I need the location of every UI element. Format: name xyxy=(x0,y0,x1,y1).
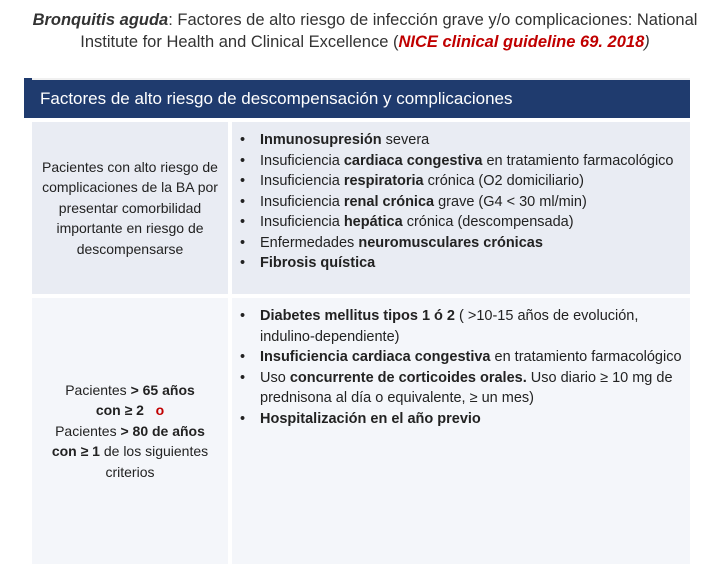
list-item xyxy=(238,212,686,233)
item-text: severa xyxy=(381,132,430,148)
table-row xyxy=(32,122,690,294)
item-text: Insuficiencia xyxy=(260,214,344,230)
row1-criteria-text: Pacientes con alto riesgo de complicaciones de la BA por presentar comorbilidad importante en riesgo de descompensarse xyxy=(42,158,218,257)
row2-or: o xyxy=(155,402,165,419)
item-text: cardiaca congestiva xyxy=(343,152,483,169)
item-text: concurrente de corticoides orales. xyxy=(289,369,527,386)
bullet-icon: • xyxy=(240,308,246,324)
list-item xyxy=(238,409,686,430)
row1-factor-list xyxy=(238,130,686,274)
item-text: Uso diario ≥ 10 mg de prednisona al día o equivalente, ≥ un mes) xyxy=(260,369,673,406)
title-guideline: NICE clinical guideline 69. 2018 xyxy=(398,33,645,51)
row2-criteria-text xyxy=(40,380,220,483)
bullet-icon: • xyxy=(240,214,246,230)
row2-l2b: con ≥ 2 xyxy=(95,402,144,419)
item-text: crónica (descompensada) xyxy=(402,214,574,230)
row2-l1b: > 65 años xyxy=(130,381,195,398)
list-item xyxy=(238,192,686,213)
row1-factors xyxy=(232,122,690,294)
title-topic: Bronquitis aguda xyxy=(32,11,169,29)
item-text: Hospitalización en el año previo xyxy=(260,410,481,427)
item-text: hepática xyxy=(343,214,403,230)
item-text: grave (G4 < 30 ml/min) xyxy=(434,193,587,210)
item-text: respiratoria xyxy=(343,173,424,189)
row2-l1: Pacientes xyxy=(65,381,131,398)
bullet-icon: • xyxy=(240,349,246,365)
title-close: ) xyxy=(644,33,650,51)
item-text: Insuficiencia cardiaca congestiva xyxy=(260,349,491,365)
page-title xyxy=(30,9,700,53)
table-row xyxy=(32,298,690,564)
list-item xyxy=(238,306,686,347)
row2-l3b: > 80 de años xyxy=(120,422,205,439)
bullet-icon: • xyxy=(240,410,246,427)
bullet-icon: • xyxy=(240,255,246,271)
item-text: Insuficiencia xyxy=(260,193,344,210)
bullet-icon: • xyxy=(240,234,246,251)
row2-l4: de los siguientes criterios xyxy=(99,443,209,480)
row2-factor-list xyxy=(238,306,686,429)
item-text: en tratamiento farmacológico xyxy=(482,152,674,169)
item-text: Enfermedades xyxy=(260,234,359,251)
bullet-icon: • xyxy=(240,132,246,148)
item-text: Uso xyxy=(260,369,290,386)
bullet-icon: • xyxy=(240,173,246,189)
item-text: Insuficiencia xyxy=(260,152,344,169)
row2-l4b: con ≥ 1 xyxy=(51,443,100,460)
list-item xyxy=(238,151,686,172)
row1-criteria xyxy=(32,122,228,294)
row2-criteria xyxy=(32,298,228,564)
item-text: renal crónica xyxy=(343,193,435,210)
list-item xyxy=(238,130,686,151)
bullet-icon: • xyxy=(240,193,246,210)
bullet-icon: • xyxy=(240,369,246,386)
list-item xyxy=(238,368,686,409)
header-accent xyxy=(24,78,32,118)
list-item xyxy=(238,253,686,274)
table-header: Factores de alto riesgo de descompensación y complicaciones xyxy=(32,78,690,118)
item-text: neuromusculares crónicas xyxy=(358,234,543,251)
item-text: Insuficiencia xyxy=(260,173,344,189)
item-text: en tratamiento farmacológico xyxy=(490,349,682,365)
item-text: Inmunosupresión xyxy=(260,132,382,148)
title-description: : Factores de alto riesgo de infección grave y/o complicaciones: National Institute for Health and Clinical Excellence ( xyxy=(80,11,698,51)
item-text: Fibrosis quística xyxy=(260,255,376,271)
list-item xyxy=(238,171,686,192)
list-item xyxy=(238,233,686,254)
item-text: crónica (O2 domiciliario) xyxy=(423,173,584,189)
list-item xyxy=(238,347,686,368)
row2-factors xyxy=(232,298,690,564)
item-text: ( >10-15 años de evolución, indulino-dependiente) xyxy=(260,308,639,345)
bullet-icon: • xyxy=(240,152,246,169)
item-text: Diabetes mellitus tipos 1 ó 2 xyxy=(260,308,455,324)
row2-l3: Pacientes xyxy=(55,422,121,439)
